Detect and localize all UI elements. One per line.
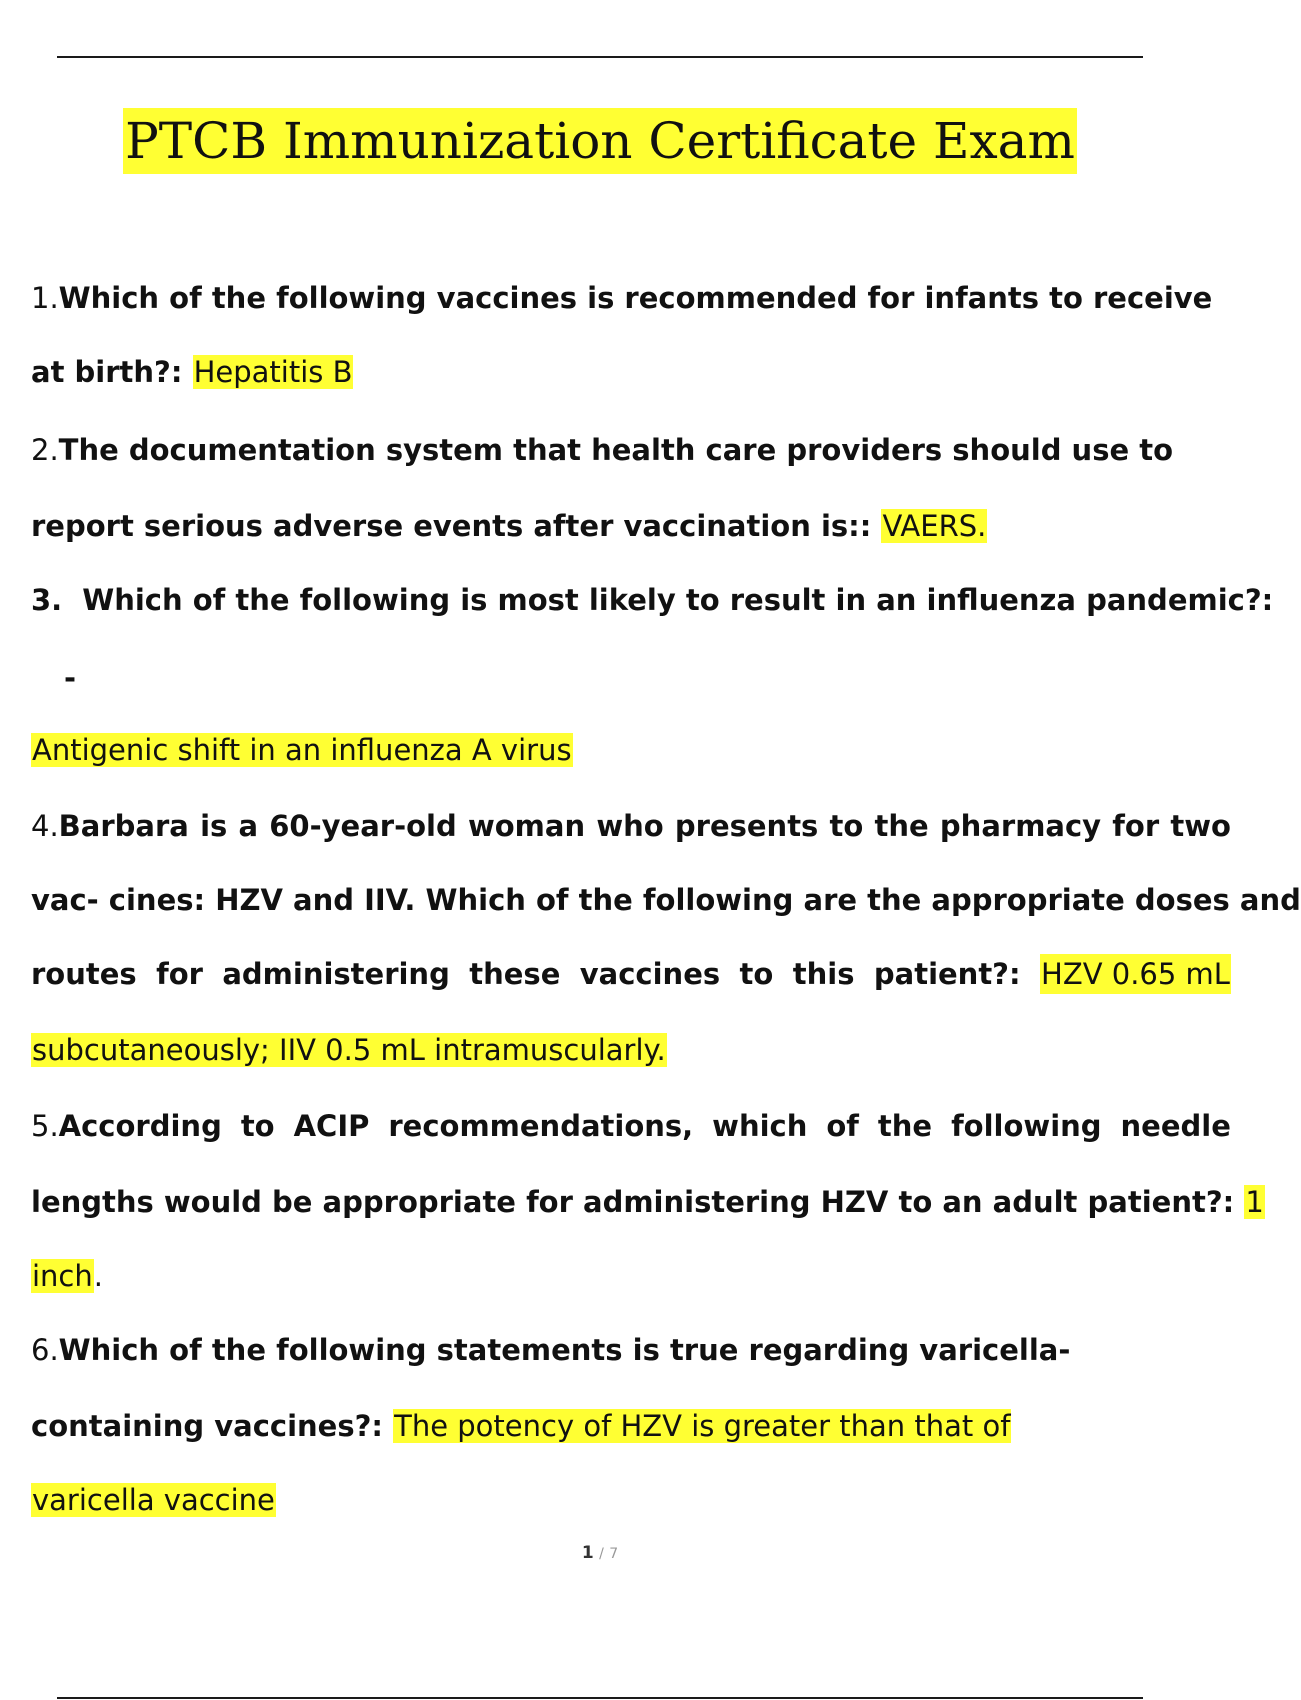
answer-highlight: 1	[1245, 1185, 1264, 1219]
question-text: containing vaccines?:	[31, 1409, 394, 1443]
question-text: at birth?:	[31, 355, 193, 389]
question-text: The documentation system that health care providers should use to	[58, 433, 1174, 467]
top-rule	[57, 56, 1143, 58]
question-3-answer-line	[31, 730, 573, 770]
answer-highlight: HZV 0.65 mL	[1040, 954, 1231, 994]
title-container	[0, 108, 1200, 174]
question-number: 5.	[31, 1109, 59, 1143]
answer-highlight: The potency of HZV is greater than that of	[394, 1409, 1011, 1443]
question-4-line-2	[31, 880, 1301, 920]
question-text: Which of the following vaccines is recommended for infants to receive	[58, 281, 1213, 315]
question-6-line-2	[31, 1406, 1011, 1446]
page-title: PTCB Immunization Certificate Exam	[123, 108, 1077, 174]
answer-highlight: Antigenic shift in an influenza A virus	[32, 733, 572, 767]
question-text: report serious adverse events after vaccination is::	[31, 509, 882, 543]
question-3-line-1	[31, 580, 1273, 620]
answer-highlight: inch	[32, 1259, 93, 1293]
answer-highlight: Hepatitis B	[193, 355, 353, 389]
question-6-answer-line	[31, 1480, 276, 1520]
answer-highlight: VAERS.	[882, 509, 987, 543]
question-2-line-2	[31, 506, 987, 546]
answer-highlight: varicella vaccine	[32, 1483, 275, 1517]
question-4-answer-line	[31, 1030, 667, 1070]
question-4-line-1: 4.Barbara is a 60-year-old woman who presents to the pharmacy for two	[31, 809, 1231, 843]
question-dash: -	[64, 661, 77, 695]
question-number: 4.	[31, 809, 59, 843]
question-4-line-3: routes for administering these vaccines to this patient?: HZV 0.65 mL	[31, 954, 1231, 994]
question-text: lengths would be appropriate for administering HZV to an adult patient?:	[31, 1185, 1245, 1219]
page-indicator	[0, 1543, 1200, 1563]
question-text: vac- cines: HZV and IIV. Which of the following are the appropriate doses and	[31, 883, 1301, 917]
answer-suffix: .	[93, 1259, 103, 1293]
question-list	[31, 260, 1301, 1520]
question-5-answer-line	[31, 1256, 103, 1296]
question-text: Which of the following statements is true regarding varicella-	[58, 1333, 1071, 1367]
question-number: 2.	[31, 433, 59, 467]
question-5-line-1: 5.According to ACIP recommendations, which of the following needle	[31, 1109, 1231, 1143]
question-number: 6.	[31, 1333, 59, 1367]
page-separator: /	[599, 1546, 604, 1562]
question-number: 1.	[31, 281, 59, 315]
question-number: 3.	[31, 583, 63, 617]
question-6-line-1	[31, 1330, 1070, 1370]
answer-highlight: subcutaneously; IIV 0.5 mL intramuscularly.	[32, 1033, 666, 1067]
question-1-line-1	[31, 278, 1212, 318]
bottom-rule	[57, 1697, 1143, 1699]
question-5-line-2	[31, 1182, 1265, 1222]
current-page: 1	[581, 1543, 594, 1563]
total-pages: 7	[609, 1546, 619, 1562]
question-1-line-2	[31, 352, 353, 392]
question-3-line-2	[64, 658, 76, 698]
question-2-line-1	[31, 430, 1173, 470]
question-text: Which of the following is most likely to result in an influenza pandemic?:	[82, 583, 1274, 617]
